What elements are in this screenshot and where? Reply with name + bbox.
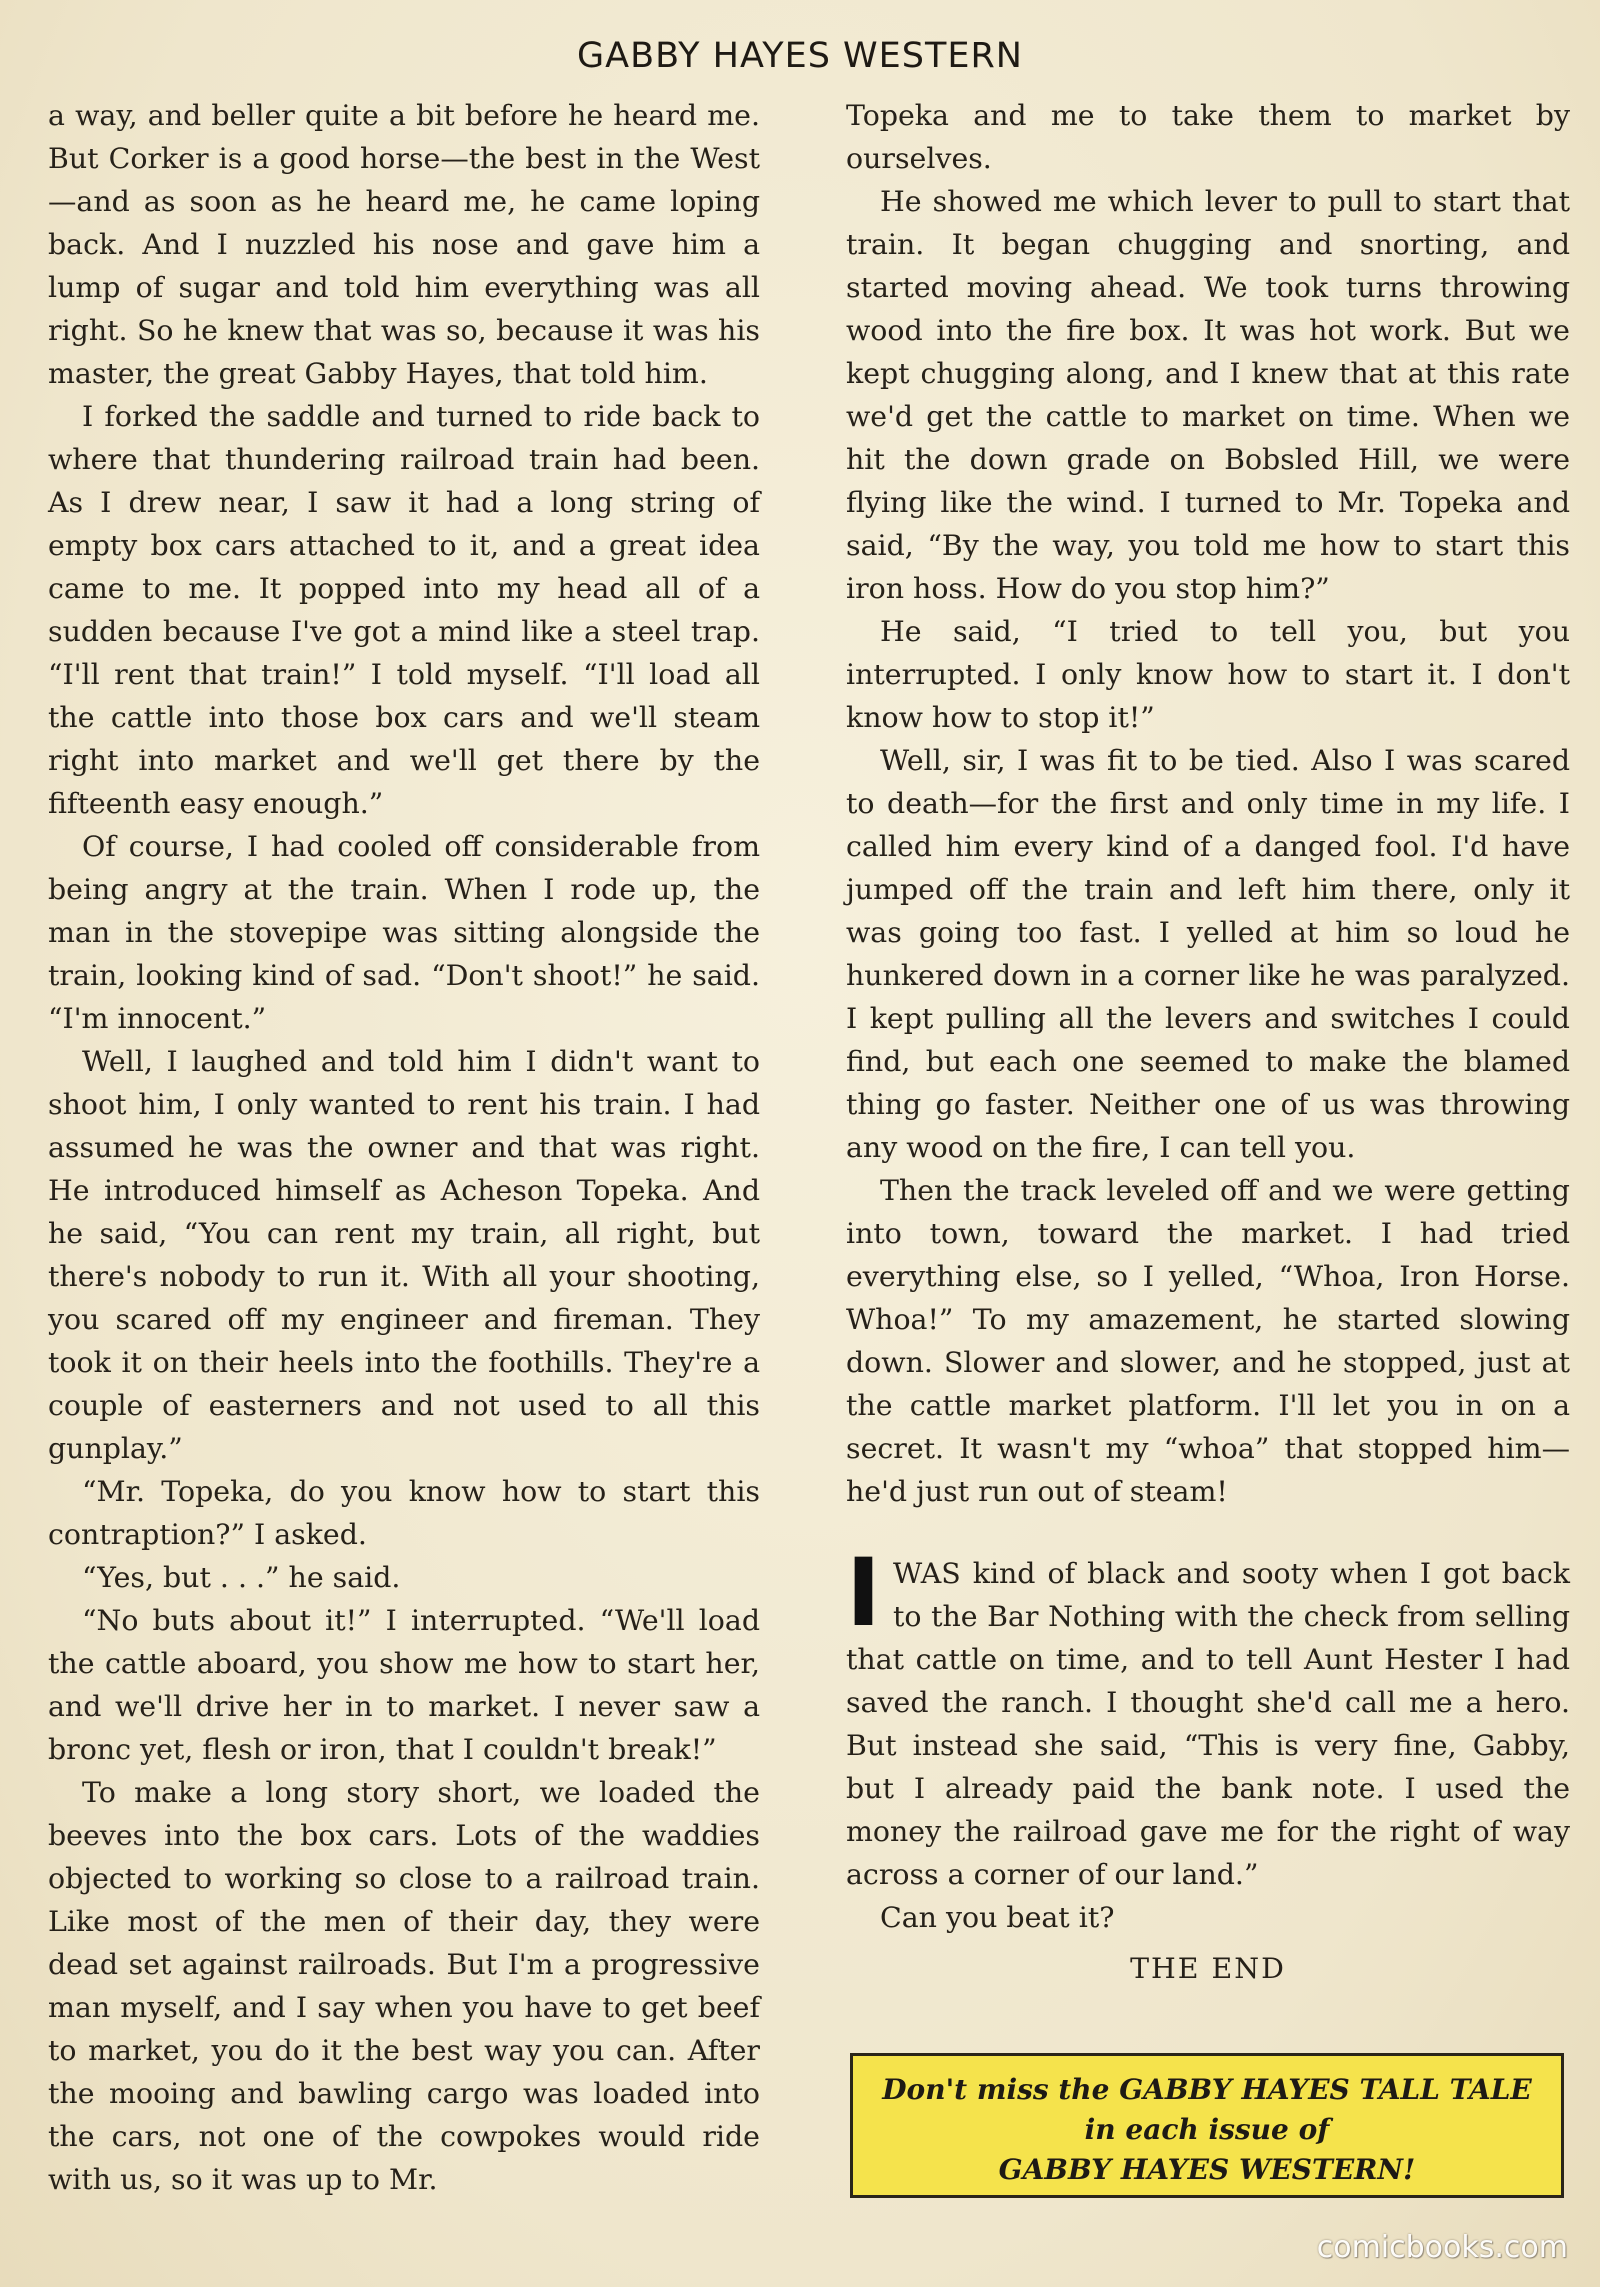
promo-box <box>850 2053 1564 2198</box>
dropcap-paragraph-text: WAS kind of black and sooty when I got back to the Bar Nothing with the check from selling that cattle on time, and to tell Aunt Hester I had saved the ranch. I thought she'd call me a hero. But instead she said, “This is very fine, Gabby, but I already paid the bank note. I used the money the railroad gave me for the right of way across a corner of our land.” <box>846 1557 1570 1891</box>
paragraph: “Yes, but . . .” he said. <box>82 1561 401 1594</box>
the-end: THE END <box>1130 1952 1286 1985</box>
promo-line-2: in each issue of <box>1084 2113 1330 2146</box>
paragraph: Then the track leveled off and we were getting into town, toward the market. I had tried everything else, so I yelled, “Whoa, Iron Horse. Whoa!” To my amazement, he started slowing down. Slower and slower, and he stopped, just at the cattle market platform. I'll let you in on a secret. It wasn't my “whoa” that stopped him—he'd just run out of steam! <box>846 1174 1570 1508</box>
promo-line-3: GABBY HAYES WESTERN! <box>998 2153 1416 2186</box>
dropcap-letter: I <box>846 1539 881 1648</box>
paragraph: “No buts about it!” I interrupted. “We'll load the cattle aboard, you show me how to start her, and we'll drive her in to market. I never saw a bronc yet, flesh or iron, that I couldn't break!” <box>48 1604 760 1766</box>
paragraph: Well, sir, I was fit to be tied. Also I was scared to death—for the first and only time in my life. I called him every kind of a danged fool. I'd have jumped off the train and left him there, only it was going too fast. I yelled at him so loud he hunkered down in a corner like he was paralyzed. I kept pulling all the levers and switches I could find, but each one seemed to make the blamed thing go faster. Neither one of us was throwing any wood on the fire, I can tell you. <box>846 744 1570 1164</box>
right-column <box>846 94 1570 1990</box>
watermark: comicbooks.com <box>1316 2230 1568 2265</box>
running-head: GABBY HAYES WESTERN <box>577 36 1023 76</box>
paragraph: Well, I laughed and told him I didn't want to shoot him, I only wanted to rent his train. I had assumed he was the owner and that was right. He introduced himself as Acheson Topeka. And he said, “You can rent my train, all right, but there's nobody to run it. With all your shooting, you scared off my engineer and fireman. They took it on their heels into the foothills. They're a couple of easterners and not used to all this gunplay.” <box>48 1045 760 1465</box>
left-column <box>48 94 760 2201</box>
closing-line: Can you beat it? <box>880 1901 1115 1934</box>
paragraph: He said, “I tried to tell you, but you interrupted. I only know how to start it. I don't know how to stop it!” <box>846 615 1570 734</box>
paragraph: He showed me which lever to pull to start that train. It began chugging and snorting, and started moving ahead. We took turns throwing wood into the fire box. It was hot work. But we kept chugging along, and I knew that at this rate we'd get the cattle to market on time. When we hit the down grade on Bobsled Hill, we were flying like the wind. I turned to Mr. Topeka and said, “By the way, you told me how to start this iron hoss. How do you stop him?” <box>846 185 1570 605</box>
paragraph: Topeka and me to take them to market by ourselves. <box>846 99 1570 175</box>
paragraph: I forked the saddle and turned to ride back to where that thundering railroad train had been. As I drew near, I saw it had a long string of empty box cars attached to it, and a great idea came to me. It popped into my head all of a sudden because I've got a mind like a steel trap. “I'll rent that train!” I told myself. “I'll load all the cattle into those box cars and we'll steam right into market and we'll get there by the fifteenth easy enough.” <box>48 400 760 820</box>
paragraph: To make a long story short, we loaded the beeves into the box cars. Lots of the waddies objected to working so close to a railroad train. Like most of the men of their day, they were dead set against railroads. But I'm a progressive man myself, and I say when you have to get beef to market, you do it the best way you can. After the mooing and bawling cargo was loaded into the cars, not one of the cowpokes would ride with us, so it was up to Mr. <box>48 1776 760 2196</box>
paragraph: a way, and beller quite a bit before he heard me. But Corker is a good horse—the best in the West—and as soon as he heard me, he came loping back. And I nuzzled his nose and gave him a lump of sugar and told him everything was all right. So he knew that was so, because it was his master, the great Gabby Hayes, that told him. <box>48 99 760 390</box>
promo-line-1: Don't miss the GABBY HAYES TALL TALE <box>882 2073 1532 2106</box>
paragraph: Of course, I had cooled off considerable from being angry at the train. When I rode up, the man in the stovepipe was sitting alongside the train, looking kind of sad. “Don't shoot!” he said. “I'm innocent.” <box>48 830 760 1035</box>
paragraph: “Mr. Topeka, do you know how to start this contraption?” I asked. <box>48 1475 760 1551</box>
dropcap-paragraph <box>846 1539 1570 1896</box>
